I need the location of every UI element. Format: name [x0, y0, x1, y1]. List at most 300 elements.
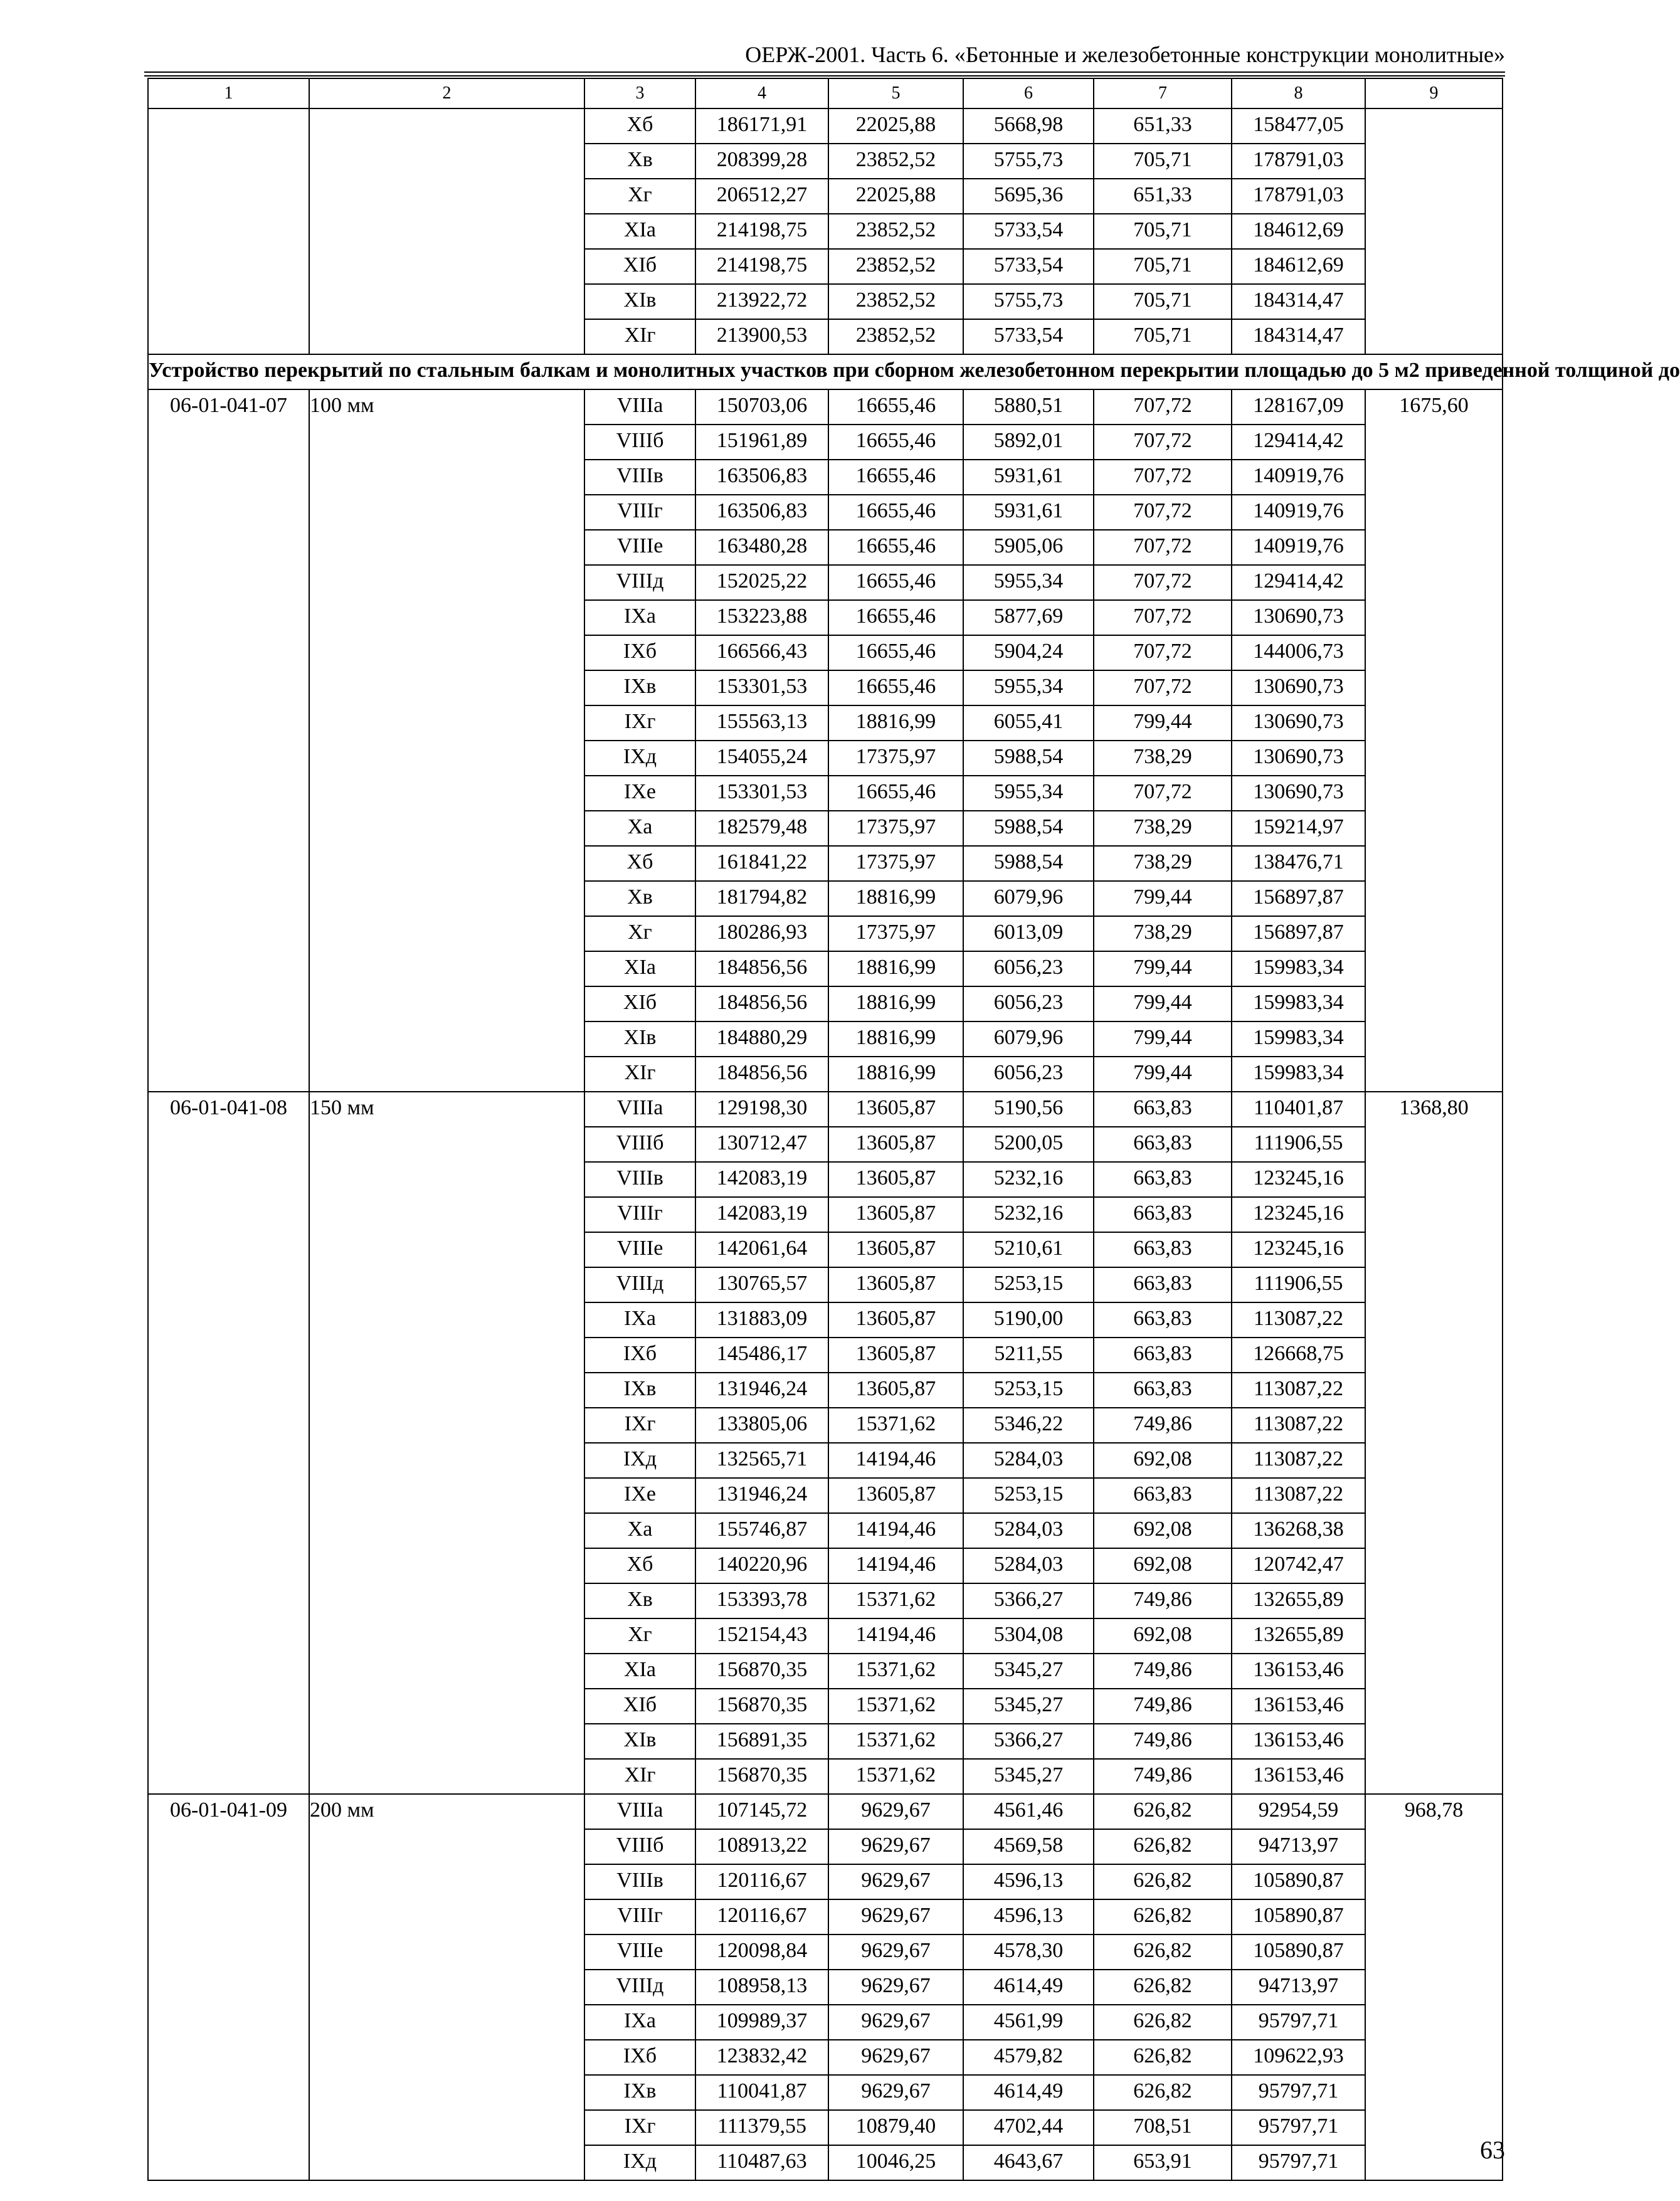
- direct-cost-cell: 111379,55: [695, 2110, 828, 2145]
- driver-wage-cell: 749,86: [1094, 1759, 1232, 1794]
- price-zone-cell: VIIIа: [584, 389, 695, 425]
- materials-cost-cell: 184612,69: [1232, 214, 1365, 249]
- machine-cost-cell: 5304,08: [963, 1618, 1094, 1654]
- labor-cost-cell: 9629,67: [828, 2075, 963, 2110]
- table-row: [148, 1092, 1503, 1127]
- direct-cost-cell: 152154,43: [695, 1618, 828, 1654]
- materials-cost-cell: 138476,71: [1232, 846, 1365, 881]
- machine-cost-cell: 5931,61: [963, 495, 1094, 530]
- price-zone-cell: Хг: [584, 1618, 695, 1654]
- machine-cost-cell: 5988,54: [963, 846, 1094, 881]
- labor-cost-cell: 16655,46: [828, 460, 963, 495]
- price-zone-cell: IХв: [584, 1373, 695, 1408]
- driver-wage-cell: 626,82: [1094, 1934, 1232, 1970]
- materials-cost-cell: 159983,34: [1232, 1057, 1365, 1092]
- price-zone-cell: ХIг: [584, 1057, 695, 1092]
- resource-cell: 1675,60: [1365, 389, 1503, 1092]
- machine-cost-cell: 5955,34: [963, 670, 1094, 705]
- driver-wage-cell: 705,71: [1094, 249, 1232, 284]
- direct-cost-cell: 184856,56: [695, 1057, 828, 1092]
- labor-cost-cell: 16655,46: [828, 670, 963, 705]
- materials-cost-cell: 113087,22: [1232, 1408, 1365, 1443]
- driver-wage-cell: 663,83: [1094, 1478, 1232, 1513]
- materials-cost-cell: 92954,59: [1232, 1794, 1365, 1829]
- machine-cost-cell: 5733,54: [963, 319, 1094, 354]
- materials-cost-cell: 95797,71: [1232, 2005, 1365, 2040]
- driver-wage-cell: 626,82: [1094, 1864, 1232, 1899]
- price-zone-cell: Ха: [584, 811, 695, 846]
- labor-cost-cell: 9629,67: [828, 1899, 963, 1934]
- price-zone-cell: Ха: [584, 1513, 695, 1548]
- labor-cost-cell: 9629,67: [828, 1934, 963, 1970]
- direct-cost-cell: 123832,42: [695, 2040, 828, 2075]
- labor-cost-cell: 13605,87: [828, 1127, 963, 1162]
- machine-cost-cell: 5905,06: [963, 530, 1094, 565]
- labor-cost-cell: 16655,46: [828, 389, 963, 425]
- machine-cost-cell: 5955,34: [963, 776, 1094, 811]
- materials-cost-cell: 130690,73: [1232, 705, 1365, 741]
- materials-cost-cell: 129414,42: [1232, 425, 1365, 460]
- direct-cost-cell: 120116,67: [695, 1864, 828, 1899]
- page-number: 63: [1480, 2136, 1505, 2164]
- driver-wage-cell: 663,83: [1094, 1267, 1232, 1302]
- materials-cost-cell: 130690,73: [1232, 741, 1365, 776]
- column-number: 6: [963, 78, 1094, 108]
- materials-cost-cell: 136268,38: [1232, 1513, 1365, 1548]
- price-zone-cell: Хв: [584, 1583, 695, 1618]
- labor-cost-cell: 17375,97: [828, 846, 963, 881]
- labor-cost-cell: 23852,52: [828, 144, 963, 179]
- machine-cost-cell: 5892,01: [963, 425, 1094, 460]
- driver-wage-cell: 707,72: [1094, 776, 1232, 811]
- table-row: [148, 108, 1503, 144]
- machine-cost-cell: 4596,13: [963, 1899, 1094, 1934]
- machine-cost-cell: 5345,27: [963, 1759, 1094, 1794]
- running-header: ОЕРЖ-2001. Часть 6. «Бетонные и железобетонные конструкции монолитные»: [745, 42, 1505, 67]
- column-number: 5: [828, 78, 963, 108]
- machine-cost-cell: 4614,49: [963, 1970, 1094, 2005]
- machine-cost-cell: 5232,16: [963, 1197, 1094, 1232]
- direct-cost-cell: 153393,78: [695, 1583, 828, 1618]
- direct-cost-cell: 131883,09: [695, 1302, 828, 1338]
- direct-cost-cell: 163506,83: [695, 495, 828, 530]
- driver-wage-cell: 663,83: [1094, 1162, 1232, 1197]
- labor-cost-cell: 18816,99: [828, 951, 963, 986]
- machine-cost-cell: 5988,54: [963, 811, 1094, 846]
- materials-cost-cell: 111906,55: [1232, 1127, 1365, 1162]
- direct-cost-cell: 156870,35: [695, 1689, 828, 1724]
- price-zone-cell: IХв: [584, 670, 695, 705]
- labor-cost-cell: 16655,46: [828, 425, 963, 460]
- price-zone-cell: IХа: [584, 600, 695, 635]
- labor-cost-cell: 13605,87: [828, 1338, 963, 1373]
- machine-cost-cell: 4702,44: [963, 2110, 1094, 2145]
- price-zone-cell: IХд: [584, 2145, 695, 2180]
- direct-cost-cell: 108913,22: [695, 1829, 828, 1864]
- machine-cost-cell: 5200,05: [963, 1127, 1094, 1162]
- machine-cost-cell: 5284,03: [963, 1443, 1094, 1478]
- direct-cost-cell: 155563,13: [695, 705, 828, 741]
- section-heading-row: [148, 354, 1503, 389]
- materials-cost-cell: 140919,76: [1232, 530, 1365, 565]
- driver-wage-cell: 749,86: [1094, 1654, 1232, 1689]
- materials-cost-cell: 95797,71: [1232, 2145, 1365, 2180]
- price-zone-cell: VIIIв: [584, 460, 695, 495]
- price-zone-cell: IХе: [584, 776, 695, 811]
- direct-cost-cell: 166566,43: [695, 635, 828, 670]
- price-zone-cell: ХIб: [584, 249, 695, 284]
- machine-cost-cell: 5346,22: [963, 1408, 1094, 1443]
- price-zone-cell: IХд: [584, 1443, 695, 1478]
- machine-cost-cell: 5232,16: [963, 1162, 1094, 1197]
- price-zone-cell: IХг: [584, 705, 695, 741]
- driver-wage-cell: 626,82: [1094, 1794, 1232, 1829]
- labor-cost-cell: 15371,62: [828, 1689, 963, 1724]
- labor-cost-cell: 18816,99: [828, 705, 963, 741]
- materials-cost-cell: 184314,47: [1232, 284, 1365, 319]
- driver-wage-cell: 663,83: [1094, 1373, 1232, 1408]
- machine-cost-cell: 6056,23: [963, 986, 1094, 1021]
- direct-cost-cell: 108958,13: [695, 1970, 828, 2005]
- name-cell: [309, 108, 584, 354]
- machine-cost-cell: 5345,27: [963, 1689, 1094, 1724]
- machine-cost-cell: 5904,24: [963, 635, 1094, 670]
- direct-cost-cell: 152025,22: [695, 565, 828, 600]
- materials-cost-cell: 140919,76: [1232, 460, 1365, 495]
- machine-cost-cell: 5955,34: [963, 565, 1094, 600]
- direct-cost-cell: 150703,06: [695, 389, 828, 425]
- driver-wage-cell: 738,29: [1094, 811, 1232, 846]
- driver-wage-cell: 707,72: [1094, 600, 1232, 635]
- materials-cost-cell: 129414,42: [1232, 565, 1365, 600]
- machine-cost-cell: 4569,58: [963, 1829, 1094, 1864]
- direct-cost-cell: 184880,29: [695, 1021, 828, 1057]
- direct-cost-cell: 110041,87: [695, 2075, 828, 2110]
- materials-cost-cell: 128167,09: [1232, 389, 1365, 425]
- labor-cost-cell: 18816,99: [828, 1021, 963, 1057]
- direct-cost-cell: 182579,48: [695, 811, 828, 846]
- labor-cost-cell: 16655,46: [828, 776, 963, 811]
- machine-cost-cell: 6056,23: [963, 1057, 1094, 1092]
- materials-cost-cell: 95797,71: [1232, 2075, 1365, 2110]
- materials-cost-cell: 136153,46: [1232, 1724, 1365, 1759]
- machine-cost-cell: 4596,13: [963, 1864, 1094, 1899]
- price-zone-cell: VIIIе: [584, 530, 695, 565]
- labor-cost-cell: 18816,99: [828, 881, 963, 916]
- price-zone-cell: VIIIб: [584, 425, 695, 460]
- machine-cost-cell: 5668,98: [963, 108, 1094, 144]
- direct-cost-cell: 163480,28: [695, 530, 828, 565]
- driver-wage-cell: 799,44: [1094, 951, 1232, 986]
- price-zone-cell: Хг: [584, 179, 695, 214]
- materials-cost-cell: 156897,87: [1232, 881, 1365, 916]
- machine-cost-cell: 5211,55: [963, 1338, 1094, 1373]
- materials-cost-cell: 132655,89: [1232, 1583, 1365, 1618]
- direct-cost-cell: 153223,88: [695, 600, 828, 635]
- direct-cost-cell: 109989,37: [695, 2005, 828, 2040]
- machine-cost-cell: 5190,56: [963, 1092, 1094, 1127]
- labor-cost-cell: 17375,97: [828, 741, 963, 776]
- price-zone-cell: IХб: [584, 1338, 695, 1373]
- materials-cost-cell: 94713,97: [1232, 1970, 1365, 2005]
- driver-wage-cell: 705,71: [1094, 214, 1232, 249]
- direct-cost-cell: 181794,82: [695, 881, 828, 916]
- price-zone-cell: ХIв: [584, 284, 695, 319]
- direct-cost-cell: 145486,17: [695, 1338, 828, 1373]
- price-zone-cell: IХа: [584, 2005, 695, 2040]
- labor-cost-cell: 17375,97: [828, 916, 963, 951]
- rate-code-cell: 06-01-041-09: [148, 1794, 309, 2180]
- materials-cost-cell: 136153,46: [1232, 1654, 1365, 1689]
- price-zone-cell: ХIа: [584, 214, 695, 249]
- rate-name-cell: 150 мм: [309, 1092, 584, 1794]
- labor-cost-cell: 13605,87: [828, 1162, 963, 1197]
- direct-cost-cell: 184856,56: [695, 951, 828, 986]
- materials-cost-cell: 159983,34: [1232, 986, 1365, 1021]
- driver-wage-cell: 749,86: [1094, 1583, 1232, 1618]
- driver-wage-cell: 749,86: [1094, 1689, 1232, 1724]
- materials-cost-cell: 136153,46: [1232, 1759, 1365, 1794]
- labor-cost-cell: 13605,87: [828, 1092, 963, 1127]
- machine-cost-cell: 5284,03: [963, 1513, 1094, 1548]
- resource-cell: [1365, 108, 1503, 354]
- machine-cost-cell: 4561,99: [963, 2005, 1094, 2040]
- materials-cost-cell: 123245,16: [1232, 1162, 1365, 1197]
- rate-name-cell: 200 мм: [309, 1794, 584, 2180]
- driver-wage-cell: 651,33: [1094, 179, 1232, 214]
- direct-cost-cell: 156870,35: [695, 1654, 828, 1689]
- price-zone-cell: IХе: [584, 1478, 695, 1513]
- labor-cost-cell: 13605,87: [828, 1478, 963, 1513]
- labor-cost-cell: 13605,87: [828, 1373, 963, 1408]
- machine-cost-cell: 6055,41: [963, 705, 1094, 741]
- driver-wage-cell: 707,72: [1094, 530, 1232, 565]
- labor-cost-cell: 10046,25: [828, 2145, 963, 2180]
- machine-cost-cell: 4578,30: [963, 1934, 1094, 1970]
- driver-wage-cell: 707,72: [1094, 389, 1232, 425]
- materials-cost-cell: 113087,22: [1232, 1373, 1365, 1408]
- materials-cost-cell: 178791,03: [1232, 179, 1365, 214]
- direct-cost-cell: 153301,53: [695, 776, 828, 811]
- labor-cost-cell: 13605,87: [828, 1267, 963, 1302]
- materials-cost-cell: 130690,73: [1232, 776, 1365, 811]
- labor-cost-cell: 14194,46: [828, 1443, 963, 1478]
- driver-wage-cell: 708,51: [1094, 2110, 1232, 2145]
- direct-cost-cell: 184856,56: [695, 986, 828, 1021]
- machine-cost-cell: 5931,61: [963, 460, 1094, 495]
- direct-cost-cell: 132565,71: [695, 1443, 828, 1478]
- direct-cost-cell: 214198,75: [695, 249, 828, 284]
- materials-cost-cell: 178791,03: [1232, 144, 1365, 179]
- driver-wage-cell: 692,08: [1094, 1443, 1232, 1478]
- price-zone-cell: IХг: [584, 1408, 695, 1443]
- machine-cost-cell: 4643,67: [963, 2145, 1094, 2180]
- driver-wage-cell: 663,83: [1094, 1302, 1232, 1338]
- materials-cost-cell: 94713,97: [1232, 1829, 1365, 1864]
- price-zone-cell: VIIIв: [584, 1864, 695, 1899]
- labor-cost-cell: 9629,67: [828, 2005, 963, 2040]
- driver-wage-cell: 799,44: [1094, 881, 1232, 916]
- materials-cost-cell: 95797,71: [1232, 2110, 1365, 2145]
- price-zone-cell: Хб: [584, 846, 695, 881]
- labor-cost-cell: 17375,97: [828, 811, 963, 846]
- direct-cost-cell: 120098,84: [695, 1934, 828, 1970]
- price-zone-cell: VIIIе: [584, 1232, 695, 1267]
- machine-cost-cell: 6013,09: [963, 916, 1094, 951]
- column-number: 9: [1365, 78, 1503, 108]
- price-zone-cell: ХIг: [584, 319, 695, 354]
- direct-cost-cell: 186171,91: [695, 108, 828, 144]
- price-zone-cell: ХIг: [584, 1759, 695, 1794]
- driver-wage-cell: 799,44: [1094, 705, 1232, 741]
- direct-cost-cell: 131946,24: [695, 1478, 828, 1513]
- labor-cost-cell: 15371,62: [828, 1724, 963, 1759]
- machine-cost-cell: 4561,46: [963, 1794, 1094, 1829]
- price-zone-cell: ХIв: [584, 1021, 695, 1057]
- driver-wage-cell: 692,08: [1094, 1548, 1232, 1583]
- labor-cost-cell: 16655,46: [828, 600, 963, 635]
- price-zone-cell: IХд: [584, 741, 695, 776]
- table-body: [148, 78, 1680, 2180]
- labor-cost-cell: 16655,46: [828, 565, 963, 600]
- machine-cost-cell: 6079,96: [963, 881, 1094, 916]
- materials-cost-cell: 120742,47: [1232, 1548, 1365, 1583]
- price-zone-cell: ХIб: [584, 1689, 695, 1724]
- driver-wage-cell: 707,72: [1094, 565, 1232, 600]
- labor-cost-cell: 22025,88: [828, 108, 963, 144]
- direct-cost-cell: 163506,83: [695, 460, 828, 495]
- direct-cost-cell: 142083,19: [695, 1162, 828, 1197]
- machine-cost-cell: 5366,27: [963, 1583, 1094, 1618]
- price-zone-cell: VIIIг: [584, 1899, 695, 1934]
- direct-cost-cell: 214198,75: [695, 214, 828, 249]
- materials-cost-cell: 159983,34: [1232, 1021, 1365, 1057]
- direct-cost-cell: 107145,72: [695, 1794, 828, 1829]
- labor-cost-cell: 23852,52: [828, 214, 963, 249]
- price-zone-cell: IХб: [584, 2040, 695, 2075]
- materials-cost-cell: 130690,73: [1232, 670, 1365, 705]
- table-row: [148, 389, 1503, 425]
- column-number: 7: [1094, 78, 1232, 108]
- materials-cost-cell: 109622,93: [1232, 2040, 1365, 2075]
- direct-cost-cell: 120116,67: [695, 1899, 828, 1934]
- labor-cost-cell: 14194,46: [828, 1618, 963, 1654]
- materials-cost-cell: 144006,73: [1232, 635, 1365, 670]
- price-zone-cell: Хв: [584, 144, 695, 179]
- section-title: Устройство перекрытий по стальным балкам и монолитных участков при сборном железобетонном перекрытии площадью до 5 м2 приведенной толщиной до: [148, 354, 1503, 389]
- machine-cost-cell: 5253,15: [963, 1478, 1094, 1513]
- labor-cost-cell: 15371,62: [828, 1654, 963, 1689]
- driver-wage-cell: 626,82: [1094, 2040, 1232, 2075]
- driver-wage-cell: 651,33: [1094, 108, 1232, 144]
- price-zone-cell: VIIIг: [584, 495, 695, 530]
- driver-wage-cell: 705,71: [1094, 319, 1232, 354]
- machine-cost-cell: 5190,00: [963, 1302, 1094, 1338]
- labor-cost-cell: 15371,62: [828, 1583, 963, 1618]
- materials-cost-cell: 159214,97: [1232, 811, 1365, 846]
- labor-cost-cell: 9629,67: [828, 1970, 963, 2005]
- direct-cost-cell: 206512,27: [695, 179, 828, 214]
- column-number: 2: [309, 78, 584, 108]
- price-zone-cell: ХIа: [584, 1654, 695, 1689]
- direct-cost-cell: 155746,87: [695, 1513, 828, 1548]
- labor-cost-cell: 14194,46: [828, 1513, 963, 1548]
- driver-wage-cell: 692,08: [1094, 1513, 1232, 1548]
- resource-cell: 968,78: [1365, 1794, 1503, 2180]
- driver-wage-cell: 663,83: [1094, 1232, 1232, 1267]
- labor-cost-cell: 10879,40: [828, 2110, 963, 2145]
- driver-wage-cell: 705,71: [1094, 284, 1232, 319]
- price-zone-cell: ХIа: [584, 951, 695, 986]
- rate-name-cell: 100 мм: [309, 389, 584, 1092]
- machine-cost-cell: 6079,96: [963, 1021, 1094, 1057]
- materials-cost-cell: 156897,87: [1232, 916, 1365, 951]
- direct-cost-cell: 133805,06: [695, 1408, 828, 1443]
- machine-cost-cell: 5284,03: [963, 1548, 1094, 1583]
- direct-cost-cell: 140220,96: [695, 1548, 828, 1583]
- price-zone-cell: VIIIд: [584, 1267, 695, 1302]
- materials-cost-cell: 105890,87: [1232, 1934, 1365, 1970]
- machine-cost-cell: 4579,82: [963, 2040, 1094, 2075]
- price-zone-cell: VIIIв: [584, 1162, 695, 1197]
- direct-cost-cell: 161841,22: [695, 846, 828, 881]
- machine-cost-cell: 5253,15: [963, 1267, 1094, 1302]
- driver-wage-cell: 626,82: [1094, 1899, 1232, 1934]
- machine-cost-cell: 5366,27: [963, 1724, 1094, 1759]
- machine-cost-cell: 5695,36: [963, 179, 1094, 214]
- driver-wage-cell: 705,71: [1094, 144, 1232, 179]
- price-zone-cell: VIIIб: [584, 1127, 695, 1162]
- machine-cost-cell: 5880,51: [963, 389, 1094, 425]
- direct-cost-cell: 151961,89: [695, 425, 828, 460]
- materials-cost-cell: 136153,46: [1232, 1689, 1365, 1724]
- materials-cost-cell: 105890,87: [1232, 1864, 1365, 1899]
- driver-wage-cell: 663,83: [1094, 1338, 1232, 1373]
- materials-cost-cell: 110401,87: [1232, 1092, 1365, 1127]
- price-zone-cell: VIIIг: [584, 1197, 695, 1232]
- driver-wage-cell: 749,86: [1094, 1408, 1232, 1443]
- labor-cost-cell: 18816,99: [828, 1057, 963, 1092]
- price-zone-cell: VIIIд: [584, 565, 695, 600]
- labor-cost-cell: 23852,52: [828, 319, 963, 354]
- direct-cost-cell: 142061,64: [695, 1232, 828, 1267]
- machine-cost-cell: 5755,73: [963, 284, 1094, 319]
- direct-cost-cell: 110487,63: [695, 2145, 828, 2180]
- machine-cost-cell: 6056,23: [963, 951, 1094, 986]
- driver-wage-cell: 626,82: [1094, 1829, 1232, 1864]
- driver-wage-cell: 749,86: [1094, 1724, 1232, 1759]
- table-row: [148, 1794, 1503, 1829]
- column-number: 1: [148, 78, 309, 108]
- price-zone-cell: IХб: [584, 635, 695, 670]
- price-zone-cell: VIIIд: [584, 1970, 695, 2005]
- labor-cost-cell: 9629,67: [828, 2040, 963, 2075]
- machine-cost-cell: 5988,54: [963, 741, 1094, 776]
- column-number: 3: [584, 78, 695, 108]
- direct-cost-cell: 131946,24: [695, 1373, 828, 1408]
- materials-cost-cell: 132655,89: [1232, 1618, 1365, 1654]
- driver-wage-cell: 707,72: [1094, 670, 1232, 705]
- direct-cost-cell: 156870,35: [695, 1759, 828, 1794]
- materials-cost-cell: 184314,47: [1232, 319, 1365, 354]
- price-zone-cell: Хб: [584, 1548, 695, 1583]
- direct-cost-cell: 213900,53: [695, 319, 828, 354]
- materials-cost-cell: 111906,55: [1232, 1267, 1365, 1302]
- labor-cost-cell: 9629,67: [828, 1794, 963, 1829]
- price-zone-cell: IХв: [584, 2075, 695, 2110]
- driver-wage-cell: 707,72: [1094, 425, 1232, 460]
- driver-wage-cell: 738,29: [1094, 741, 1232, 776]
